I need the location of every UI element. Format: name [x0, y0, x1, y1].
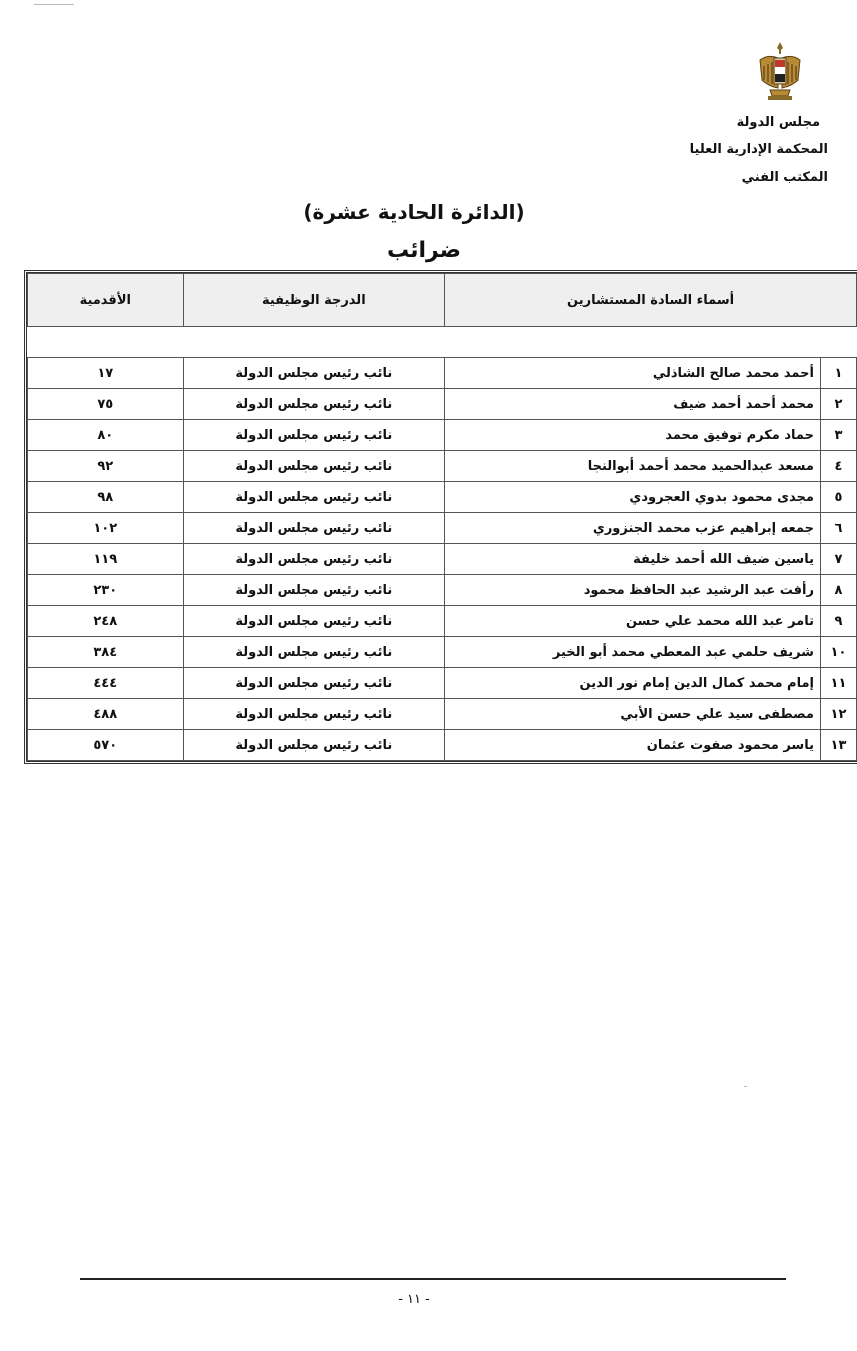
- row-number: ١٢: [820, 699, 856, 730]
- counselor-name: محمد أحمد أحمد ضيف: [445, 389, 821, 420]
- table-row: [28, 389, 857, 420]
- eagle-emblem-icon: [756, 40, 804, 102]
- job-grade: نائب رئيس مجلس الدولة: [183, 358, 445, 389]
- table-row: [28, 358, 857, 389]
- counselor-name: جمعه إبراهيم عزب محمد الجنزوري: [445, 513, 821, 544]
- counselors-table: [24, 270, 857, 764]
- seniority-value: ٤٨٨: [28, 699, 184, 730]
- seniority-value: ٤٤٤: [28, 668, 184, 699]
- seniority-value: ١١٩: [28, 544, 184, 575]
- table-row: [28, 668, 857, 699]
- row-number: ٥: [820, 482, 856, 513]
- table-row: [28, 575, 857, 606]
- row-number: ١٣: [820, 730, 856, 761]
- seniority-value: ٢٣٠: [28, 575, 184, 606]
- table-row: [28, 482, 857, 513]
- col-header-names: أسماء السادة المستشارين: [445, 274, 857, 327]
- row-number: ٩: [820, 606, 856, 637]
- seniority-value: ١٠٢: [28, 513, 184, 544]
- seniority-value: ٢٤٨: [28, 606, 184, 637]
- job-grade: نائب رئيس مجلس الدولة: [183, 544, 445, 575]
- row-number: ١٠: [820, 637, 856, 668]
- row-number: ١: [820, 358, 856, 389]
- job-grade: نائب رئيس مجلس الدولة: [183, 420, 445, 451]
- col-header-seniority: الأقدمية: [28, 274, 184, 327]
- col-header-grade: الدرجة الوظيفية: [183, 274, 445, 327]
- circuit-title: (الدائرة الحادية عشرة): [303, 200, 525, 224]
- job-grade: نائب رئيس مجلس الدولة: [183, 513, 445, 544]
- scan-mark: [34, 4, 74, 5]
- seniority-value: ٩٢: [28, 451, 184, 482]
- table-row: [28, 699, 857, 730]
- counselor-name: رأفت عبد الرشيد عبد الحافظ محمود: [445, 575, 821, 606]
- subject-title: ضرائب: [386, 238, 462, 263]
- table-row: [28, 730, 857, 761]
- counselor-name: حماد مكرم توفيق محمد: [445, 420, 821, 451]
- row-number: ٣: [820, 420, 856, 451]
- job-grade: نائب رئيس مجلس الدولة: [183, 637, 445, 668]
- table-row: [28, 420, 857, 451]
- row-number: ٤: [820, 451, 856, 482]
- table-header-row: [28, 274, 857, 327]
- row-number: ٨: [820, 575, 856, 606]
- table-row: [28, 451, 857, 482]
- job-grade: نائب رئيس مجلس الدولة: [183, 575, 445, 606]
- seniority-value: ٥٧٠: [28, 730, 184, 761]
- seniority-value: ٨٠: [28, 420, 184, 451]
- counselor-name: تامر عبد الله محمد علي حسن: [445, 606, 821, 637]
- scan-speck: [744, 1086, 747, 1087]
- job-grade: نائب رئيس مجلس الدولة: [183, 482, 445, 513]
- footer-rule: [80, 1278, 786, 1280]
- counselor-name: إمام محمد كمال الدين إمام نور الدين: [445, 668, 821, 699]
- table-row: [28, 606, 857, 637]
- counselor-name: مصطفى سيد علي حسن الأبي: [445, 699, 821, 730]
- row-number: ٦: [820, 513, 856, 544]
- counselor-name: مجدى محمود بدوي العجرودي: [445, 482, 821, 513]
- row-number: ١١: [820, 668, 856, 699]
- job-grade: نائب رئيس مجلس الدولة: [183, 699, 445, 730]
- counselor-name: ياسين ضيف الله أحمد خليفة: [445, 544, 821, 575]
- job-grade: نائب رئيس مجلس الدولة: [183, 606, 445, 637]
- header-court-name: المحكمة الإدارية العليا: [689, 142, 828, 157]
- header-technical-office: المكتب الفني: [741, 170, 828, 185]
- counselor-name: شريف حلمي عبد المعطي محمد أبو الخير: [445, 637, 821, 668]
- job-grade: نائب رئيس مجلس الدولة: [183, 730, 445, 761]
- job-grade: نائب رئيس مجلس الدولة: [183, 451, 445, 482]
- seniority-value: ١٧: [28, 358, 184, 389]
- job-grade: نائب رئيس مجلس الدولة: [183, 389, 445, 420]
- counselor-name: مسعد عبدالحميد محمد أحمد أبوالنجا: [445, 451, 821, 482]
- table-row: [28, 544, 857, 575]
- job-grade: نائب رئيس مجلس الدولة: [183, 668, 445, 699]
- table-row: [28, 637, 857, 668]
- seniority-value: ٧٥: [28, 389, 184, 420]
- row-number: ٢: [820, 389, 856, 420]
- header-separator: [28, 327, 857, 358]
- seniority-value: ٣٨٤: [28, 637, 184, 668]
- counselor-name: ياسر محمود صفوت عثمان: [445, 730, 821, 761]
- header-council-name: مجلس الدولة: [736, 115, 820, 130]
- counselor-name: أحمد محمد صالح الشاذلي: [445, 358, 821, 389]
- seniority-value: ٩٨: [28, 482, 184, 513]
- row-number: ٧: [820, 544, 856, 575]
- page-number: - ١١ -: [398, 1292, 430, 1307]
- table-row: [28, 513, 857, 544]
